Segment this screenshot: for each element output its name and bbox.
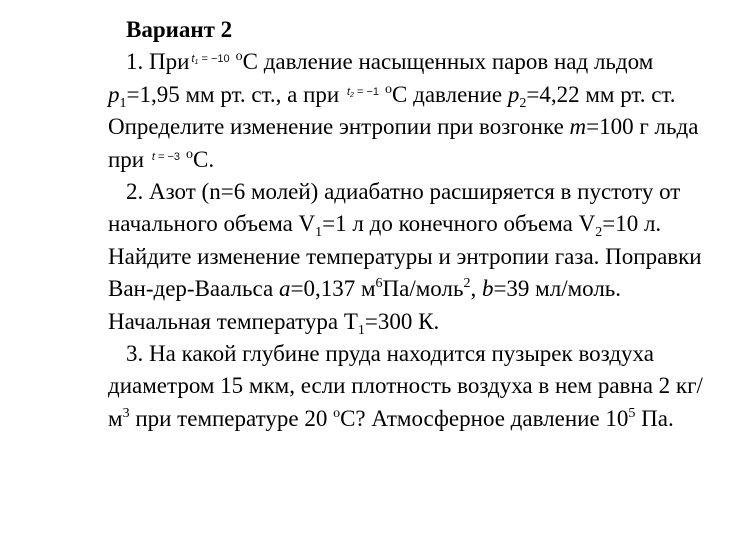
formula-t3-value: −3 xyxy=(167,150,181,163)
var-t1-sub: 1 xyxy=(357,322,365,338)
task-2-text-7: , xyxy=(470,276,477,302)
task-1-number: 1. xyxy=(126,49,144,75)
formula-t3 xyxy=(152,152,180,163)
task-2-text-2: =6 молей) адиабатно расширяется в пустоту от начального объема V xyxy=(108,179,681,237)
task-3-text-3: С? Атмосферное давление 10 xyxy=(340,405,629,431)
formula-t1-sub: 1 xyxy=(194,59,199,67)
exponent-6: 6 xyxy=(375,276,383,292)
task-2-text-6: Па/моль xyxy=(382,276,464,302)
task-1-text-5: =100 г льда при xyxy=(108,114,699,172)
formula-t3-op: = xyxy=(158,150,165,163)
var-n: n xyxy=(209,179,221,205)
formula-t1-value: −10 xyxy=(210,53,230,66)
degree-sign: о xyxy=(186,146,194,162)
task-2 xyxy=(108,176,710,338)
task-2-number: 2. xyxy=(126,179,144,205)
exponent-5: 5 xyxy=(628,405,636,421)
var-v2-sub: 2 xyxy=(595,225,603,241)
var-m: m xyxy=(569,114,587,140)
task-1-text-4: =4,22 мм рт. ст. Определите изменение энтропии при возгонке xyxy=(108,81,676,140)
var-p1: p xyxy=(108,81,120,107)
var-p2-sub: 2 xyxy=(519,95,527,111)
formula-t1-op: = xyxy=(201,53,208,66)
task-1-text-2: =1,95 мм рт. ст., а при xyxy=(126,81,340,107)
formula-t1-var: t xyxy=(191,53,195,66)
degree-sign: о xyxy=(385,81,393,97)
task-1-text-3: С давление xyxy=(392,81,503,107)
degree-sign: о xyxy=(235,49,243,65)
formula-t2 xyxy=(347,87,379,98)
exponent-2: 2 xyxy=(463,276,471,292)
formula-t3-var: t xyxy=(151,150,155,163)
task-2-text-8: =39 мл/моль. Начальная температура T xyxy=(108,276,622,334)
formula-t2-sub: 2 xyxy=(350,91,354,99)
task-2-text-9: =300 К. xyxy=(364,308,440,334)
task-3-text-4: Па. xyxy=(641,405,674,431)
task-1-text-6: С. xyxy=(193,146,215,172)
task-3-number: 3. xyxy=(126,341,144,367)
var-p1-sub: 1 xyxy=(119,95,127,111)
task-2-text-5: =0,137 м xyxy=(290,276,376,302)
task-1-text-pre: При xyxy=(149,49,190,75)
var-p2: p xyxy=(507,81,520,107)
exponent-3: 3 xyxy=(122,405,130,421)
var-a: a xyxy=(278,276,291,302)
degree-sign: о xyxy=(333,405,341,421)
task-3-text-1: На какой глубине пруда находится пузырек воздуха диаметром 15 мкм, если плотность воздуха в нем равна 2 кг/м xyxy=(108,341,703,431)
task-3-text-2: при температуре 20 xyxy=(135,405,328,431)
formula-t2-var: t xyxy=(346,85,351,98)
task-1 xyxy=(108,46,710,176)
task-2-text-1: Азот ( xyxy=(149,179,210,205)
var-b: b xyxy=(481,276,494,302)
formula-t1 xyxy=(191,54,229,65)
task-3 xyxy=(108,338,710,435)
task-1-text-1: С давление насыщенных паров над льдом xyxy=(242,49,654,75)
task-2-text-4: =10 л. Найдите изменение температуры и энтропии газа. Поправки Ван-дер-Ваальса xyxy=(108,211,702,302)
task-2-text-3: =1 л до конечного объема V xyxy=(322,211,596,237)
variant-title: Вариант 2 xyxy=(126,17,233,42)
formula-t2-value: −1 xyxy=(366,85,380,98)
var-v1-sub: 1 xyxy=(315,225,323,241)
formula-t2-op: = xyxy=(357,85,364,98)
